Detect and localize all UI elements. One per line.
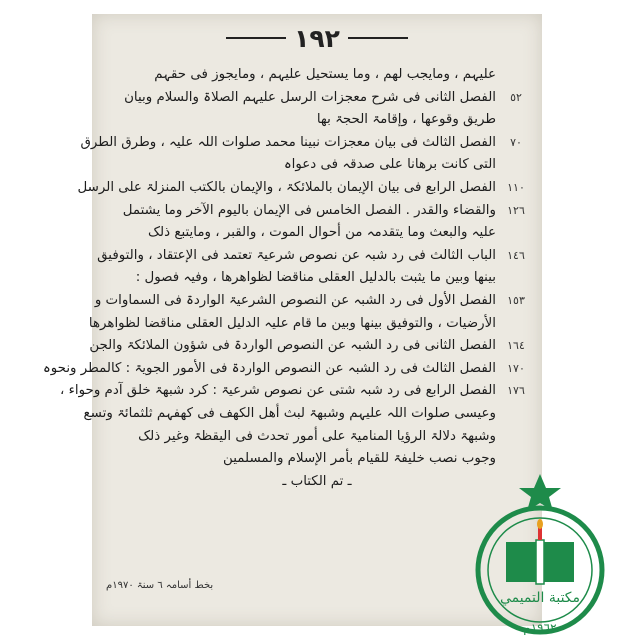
library-stamp — [440, 470, 640, 640]
stamp-book-icon — [506, 519, 574, 584]
footer-note: بخط أسامہ ٦ سنۃ ١٩٧٠م — [106, 580, 214, 591]
toc-line — [89, 335, 530, 358]
page-number: ١٩٢ — [294, 23, 340, 53]
toc-page-number: ١٤٦ — [507, 248, 525, 262]
toc-entry-text: الباب الثالث فی رد شبہ عن نصوص شرعیۃ تعتمد فی الإعتقاد ، والتوفیق — [97, 247, 496, 263]
toc-page-number: ١٥٣ — [507, 293, 525, 307]
toc-entry-text: الفصل الرابع فی رد شبہ شتی عن نصوص شرعیۃ : کرد شبھۃ خلق آدم وحواء ، — [60, 383, 496, 399]
toc-line — [42, 358, 530, 381]
toc-line — [104, 87, 530, 110]
toc-page-number: ١٧٦ — [507, 384, 525, 398]
toc-entry-text: الفصل الثانی فی رد الشبہ عن النصوص الواردۃ فی شؤون الملائکۃ والجن — [89, 338, 496, 354]
toc-entry-text: الفصل الثالث فی رد الشبہ عن النصوص الواردۃ فی الأمور الجویۃ : کالمطر ونحوہ — [42, 360, 496, 376]
toc-line — [80, 132, 530, 155]
toc-line — [104, 448, 530, 471]
toc-page-number: ١٧٠ — [507, 361, 525, 375]
page-header — [92, 18, 542, 58]
toc-page-number: ١٦٤ — [507, 339, 525, 353]
toc-page-number: ١١٠ — [507, 180, 525, 194]
header-dash-right — [348, 37, 408, 39]
table-of-contents — [42, 64, 530, 493]
toc-page-number: ١٢٦ — [507, 203, 525, 217]
toc-entry-text: وجوب نصب خلیفۃ للقیام بأمر الإسلام والمسلمین — [223, 451, 496, 467]
header-dash-left — [226, 37, 286, 39]
end-of-book-text: ـ تم الکتاب ـ — [282, 473, 352, 489]
stamp-label: مكتبة التميمي — [499, 590, 581, 606]
toc-line — [88, 313, 530, 336]
toc-entry-text: بینھا وبین ما یثبت بالدلیل العقلی مناقضا لظواھرھا ، وفیہ فصول : — [135, 270, 496, 286]
toc-line — [104, 222, 530, 245]
toc-entry-text: الفصل الثانی فی شرح معجزات الرسل علیہم الصلاۃ والسلام وبیان — [124, 89, 496, 105]
toc-line — [104, 426, 530, 449]
stamp-year: ١٩٦٢م — [523, 621, 557, 635]
toc-entry-text: وشبھۃ دلالۃ الرؤیا المنامیۃ علی أمور تحدث فی الیقظۃ وغیر ذلک — [138, 428, 496, 444]
toc-entry-text: الفصل الرابع فی بیان الإیمان بالملائکۃ ، والإیمان بالکتب المنزلۃ علی الرسل — [77, 179, 496, 195]
toc-entry-text: علیہ والبعث وما یتقدمہ من أحوال الموت ، والقبر ، ومایتبع ذلک — [148, 225, 496, 241]
toc-entry-text: والقضاء والقدر . الفصل الخامس فی الإیمان بالیوم الآخر وما یشتمل — [122, 202, 496, 218]
toc-entry-text: الفصل الثالث فی بیان معجزات نبینا محمد صلوات اللہ علیہ ، وطرق الطرق — [80, 134, 496, 150]
toc-page-number: ٥٢ — [510, 90, 522, 104]
toc-entry-text: طریق وقوعھا ، وإقامۃ الحجۃ بھا — [316, 112, 496, 128]
toc-entry-text: علیہم ، ومایجب لھم ، وما یستحیل علیہم ، ومایجوز فی حقہم — [154, 67, 496, 82]
toc-line — [104, 109, 530, 132]
toc-line — [60, 380, 530, 403]
toc-line — [104, 200, 530, 223]
toc-page-number: ٧٠ — [510, 135, 522, 149]
toc-line — [83, 403, 530, 426]
toc-line — [94, 290, 530, 313]
toc-line — [104, 64, 530, 87]
toc-line — [104, 267, 530, 290]
toc-line — [97, 245, 530, 268]
toc-entry-text: وعیسی صلوات اللہ علیہم وشبھۃ لبث أھل الکھف فی کھفہم ثلثمائۃ وتسع — [83, 405, 496, 421]
toc-line — [77, 177, 530, 200]
toc-entry-text: الأرضیات ، والتوفیق بینھا وبین ما قام علیہ الدلیل العقلی مناقضا لظواھرھا — [88, 315, 496, 331]
stamp-star-icon — [519, 474, 561, 511]
toc-entry-text: التی کانت برھانا علی صدقہ فی دعواہ — [283, 157, 496, 173]
toc-entry-text: الفصل الأول فی رد الشبہ عن النصوص الشرعیۃ الواردۃ فی السماوات و — [94, 292, 496, 308]
toc-line — [104, 154, 530, 177]
